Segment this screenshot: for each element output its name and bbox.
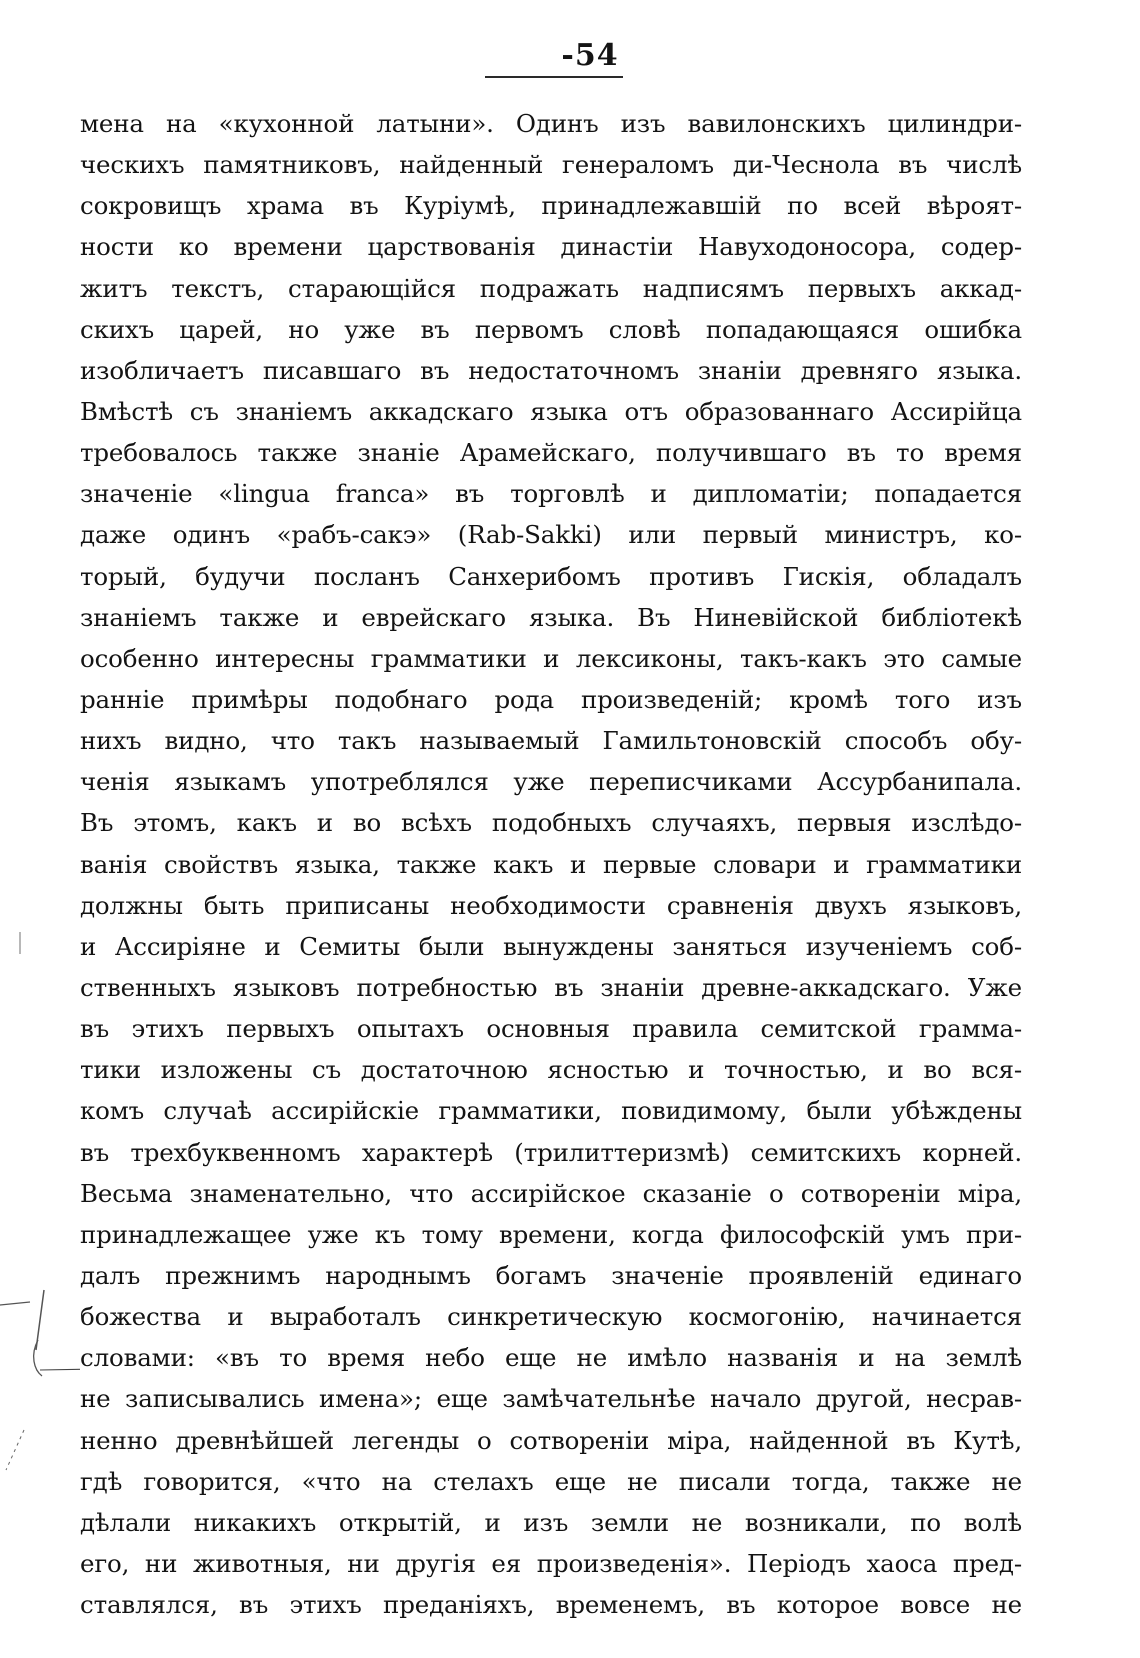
text-line: комъ случаѣ ассирійскіе грамматики, повидимому, были убѣждены <box>80 1096 1022 1126</box>
text-line: ванія свойствъ языка, также какъ и первые словари и грамматики <box>80 849 1022 879</box>
text-line: ненно древнѣйшей легенды о сотвореніи міра, найденной въ Кутѣ, <box>80 1425 1022 1455</box>
page-number: -54 <box>561 38 619 73</box>
text-line: въ этихъ первыхъ опытахъ основныя правила семитской грамма- <box>80 1014 1022 1044</box>
body-text <box>80 103 1022 1625</box>
text-line: въ трехбуквенномъ характерѣ (трилиттеризмѣ) семитскихъ корней. <box>80 1137 1022 1167</box>
text-line: дѣлали никакихъ открытій, и изъ земли не возникали, по волѣ <box>80 1507 1022 1537</box>
text-line: ности ко времени царствованія династіи Навуходоносора, содер- <box>80 232 1022 262</box>
text-line: особенно интересны грамматики и лексиконы, такъ-какъ это самые <box>80 643 1022 673</box>
text-line: Вмѣстѣ съ знаніемъ аккадскаго языка отъ образованнаго Ассирійца <box>80 396 1022 426</box>
text-line: не записывались имена»; еще замѣчательнѣе начало другой, несрав- <box>80 1384 1022 1414</box>
pencil-margin-marks <box>0 1280 80 1480</box>
text-line: нихъ видно, что такъ называемый Гамильтоновскій способъ обу- <box>80 726 1022 756</box>
margin-dot <box>18 932 22 954</box>
text-line: его, ни животныя, ни другія ея произведенія». Періодъ хаоса пред- <box>80 1548 1022 1578</box>
text-line: ственныхъ языковъ потребностью въ знаніи древне-аккадскаго. Уже <box>80 972 1022 1002</box>
header-rule <box>485 76 623 78</box>
text-line: торый, будучи посланъ Санхерибомъ противъ Гискія, обладалъ <box>80 561 1022 591</box>
text-line: ранніе примѣры подобнаго рода произведеній; кромѣ того изъ <box>80 684 1022 714</box>
text-line: ставлялся, въ этихъ преданіяхъ, временемъ, въ которое вовсе не <box>80 1590 1022 1620</box>
text-line: ченія языкамъ употреблялся уже переписчиками Ассурбанипала. <box>80 767 1022 797</box>
text-line: божества и выработалъ синкретическую космогонію, начинается <box>80 1302 1022 1332</box>
text-line: скихъ царей, но уже въ первомъ словѣ попадающаяся ошибка <box>80 314 1022 344</box>
text-line: словами: «въ то время небо еще не имѣло названія и на землѣ <box>80 1343 1022 1373</box>
text-line: ческихъ памятниковъ, найденный генераломъ ди-Чеснола въ числѣ <box>80 150 1022 180</box>
text-line: тики изложены съ достаточною ясностью и точностью, и во вся- <box>80 1055 1022 1085</box>
text-line: житъ текстъ, старающійся подражать надписямъ первыхъ аккад- <box>80 273 1022 303</box>
text-line: гдѣ говорится, «что на стелахъ еще не писали тогда, также не <box>80 1466 1022 1496</box>
text-line: и Ассиріяне и Семиты были вынуждены заняться изученіемъ соб- <box>80 931 1022 961</box>
text-line: требовалось также знаніе Арамейскаго, получившаго въ то время <box>80 438 1022 468</box>
text-line: мена на «кухонной латыни». Одинъ изъ вавилонскихъ цилиндри- <box>80 109 1022 138</box>
text-line: изобличаетъ писавшаго въ недостаточномъ знаніи древняго языка. <box>80 355 1022 385</box>
text-line: Въ этомъ, какъ и во всѣхъ подобныхъ случаяхъ, первыя изслѣдо- <box>80 808 1022 838</box>
text-line: должны быть приписаны необходимости сравненія двухъ языковъ, <box>80 890 1022 920</box>
text-line: сокровищъ храма въ Куріумѣ, принадлежавшій по всей вѣроят- <box>80 191 1022 221</box>
text-line: далъ прежнимъ народнымъ богамъ значеніе проявленій единаго <box>80 1260 1022 1290</box>
text-line: принадлежащее уже къ тому времени, когда философскій умъ при- <box>80 1219 1022 1249</box>
text-line: знаніемъ также и еврейскаго языка. Въ Ниневійской библіотекѣ <box>80 602 1022 632</box>
text-line: даже одинъ «рабъ-сакэ» (Rab-Sakki) или первый министръ, ко- <box>80 520 1022 550</box>
text-line: Весьма знаменательно, что ассирійское сказаніе о сотвореніи міра, <box>80 1178 1022 1208</box>
text-line: значеніе «lingua franca» въ торговлѣ и дипломатіи; попадается <box>80 479 1022 509</box>
